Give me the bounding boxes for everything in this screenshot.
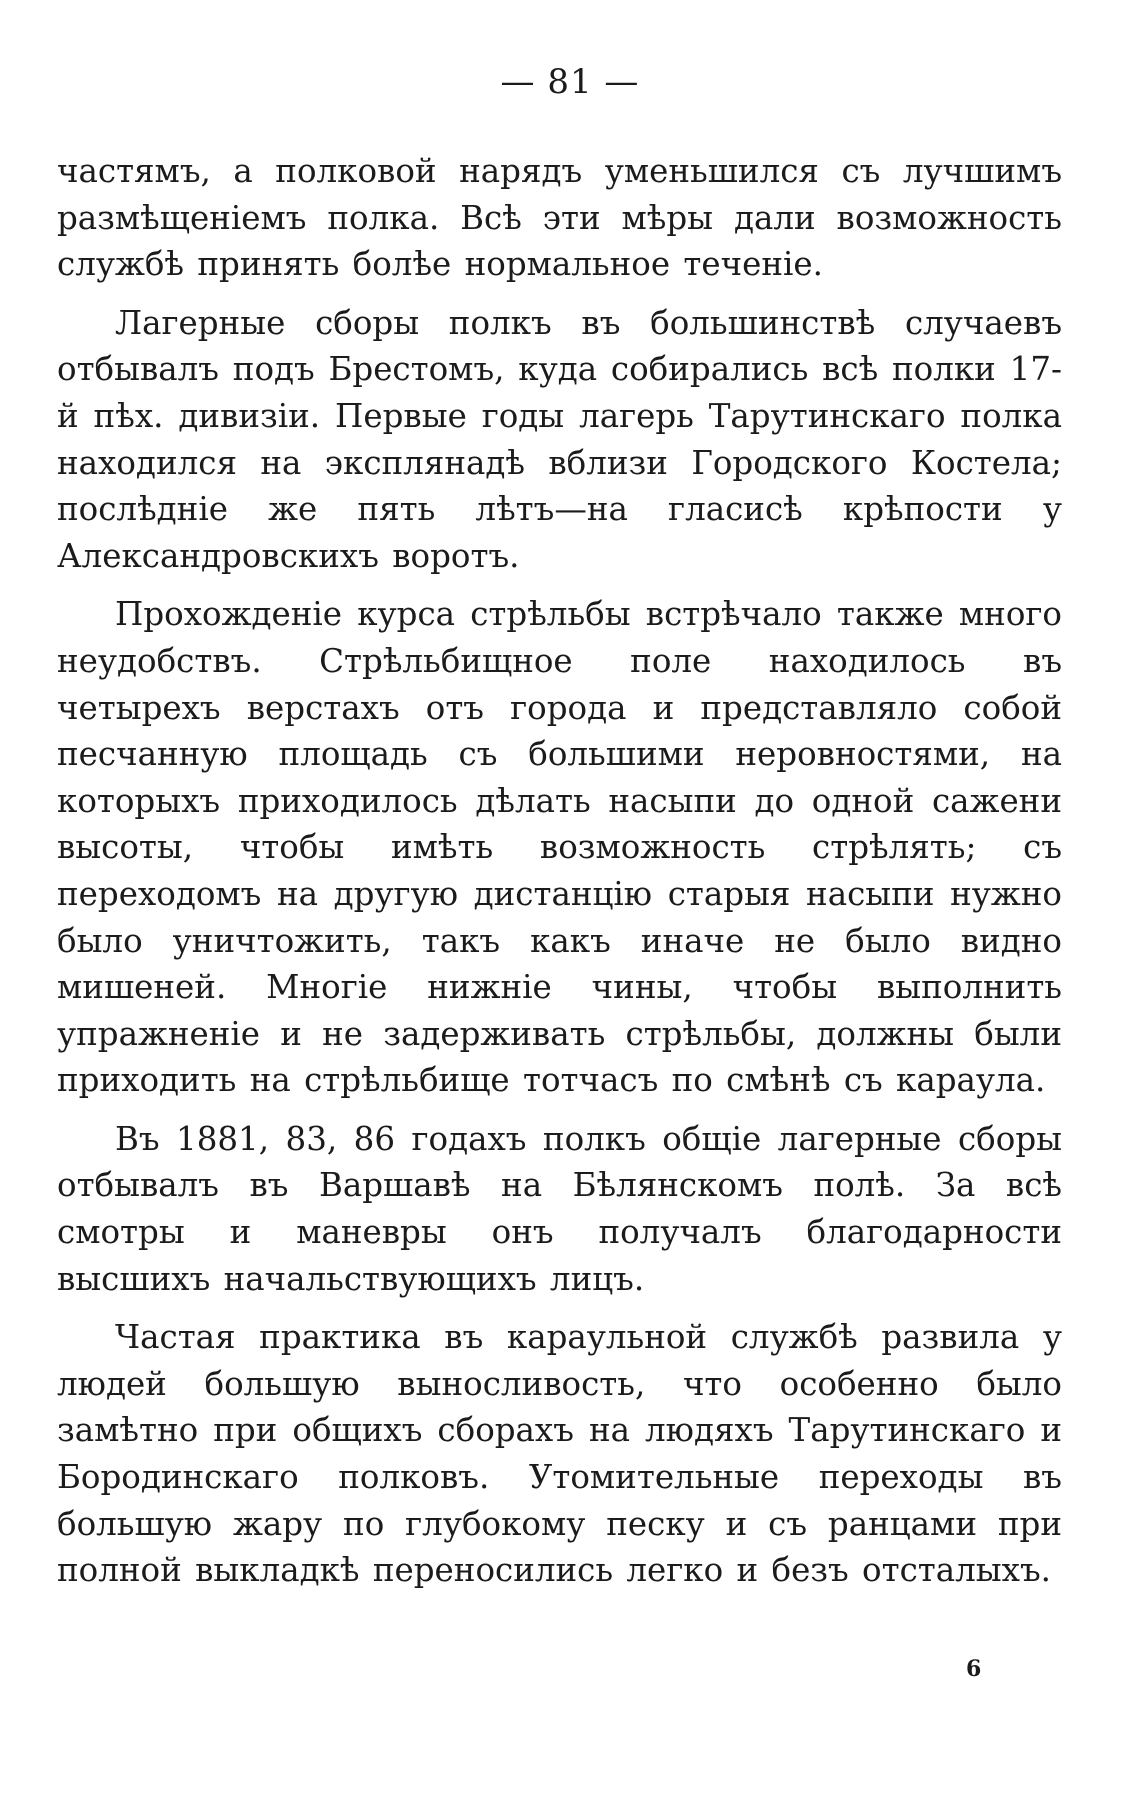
page-body-text: [57, 148, 1062, 1594]
paragraph-camp-gatherings: Лагерные сборы полкъ въ большинствѣ случаевъ отбывалъ подъ Брестомъ, куда собирались всѣ полки 17-й пѣх. дивизіи. Первые годы лагерь Тарутинскаго полка находился на эксплянадѣ вблизи Городского Костела; послѣдніе же пять лѣтъ—на гласисѣ крѣпости у Александровскихъ воротъ.: [57, 303, 1062, 575]
page-number: — 81 —: [500, 62, 640, 102]
paragraph-continuation: частямъ, а полковой нарядъ уменьшился съ лучшимъ размѣщеніемъ полка. Всѣ эти мѣры дали возможность службѣ принять болѣе нормальное теченіе.: [57, 152, 1062, 284]
signature-mark: 6: [966, 1656, 982, 1682]
paragraph-guard-service: Частая практика въ караульной службѣ развила у людей большую выносливость, что особенно было замѣтно при общихъ сборахъ на людяхъ Тарутинскаго и Бородинскаго полковъ. Утомительные переходы въ большую жару по глубокому песку и съ ранцами при полной выкладкѣ переносились легко и безъ отсталыхъ.: [57, 1318, 1062, 1590]
paragraph-shooting-course: Прохожденіе курса стрѣльбы встрѣчало также много неудобствъ. Стрѣльбищное поле находилось въ четырехъ верстахъ отъ города и представляло собой песчанную площадь съ большими неровностями, на которыхъ приходилось дѣлать насыпи до одной сажени высоты, чтобы имѣть возможность стрѣлять; съ переходомъ на другую дистанцію старыя насыпи нужно было уничтожить, такъ какъ иначе не было видно мишеней. Многіе нижніе чины, чтобы выполнить упражненіе и не задерживать стрѣльбы, должны были приходить на стрѣльбище тотчасъ по смѣнѣ съ караула.: [57, 595, 1062, 1100]
paragraph-warsaw-gatherings: Въ 1881, 83, 86 годахъ полкъ общіе лагерные сборы отбывалъ въ Варшавѣ на Бѣлянскомъ полѣ. За всѣ смотры и маневры онъ получалъ благодарности высшихъ начальствующихъ лицъ.: [57, 1119, 1062, 1298]
